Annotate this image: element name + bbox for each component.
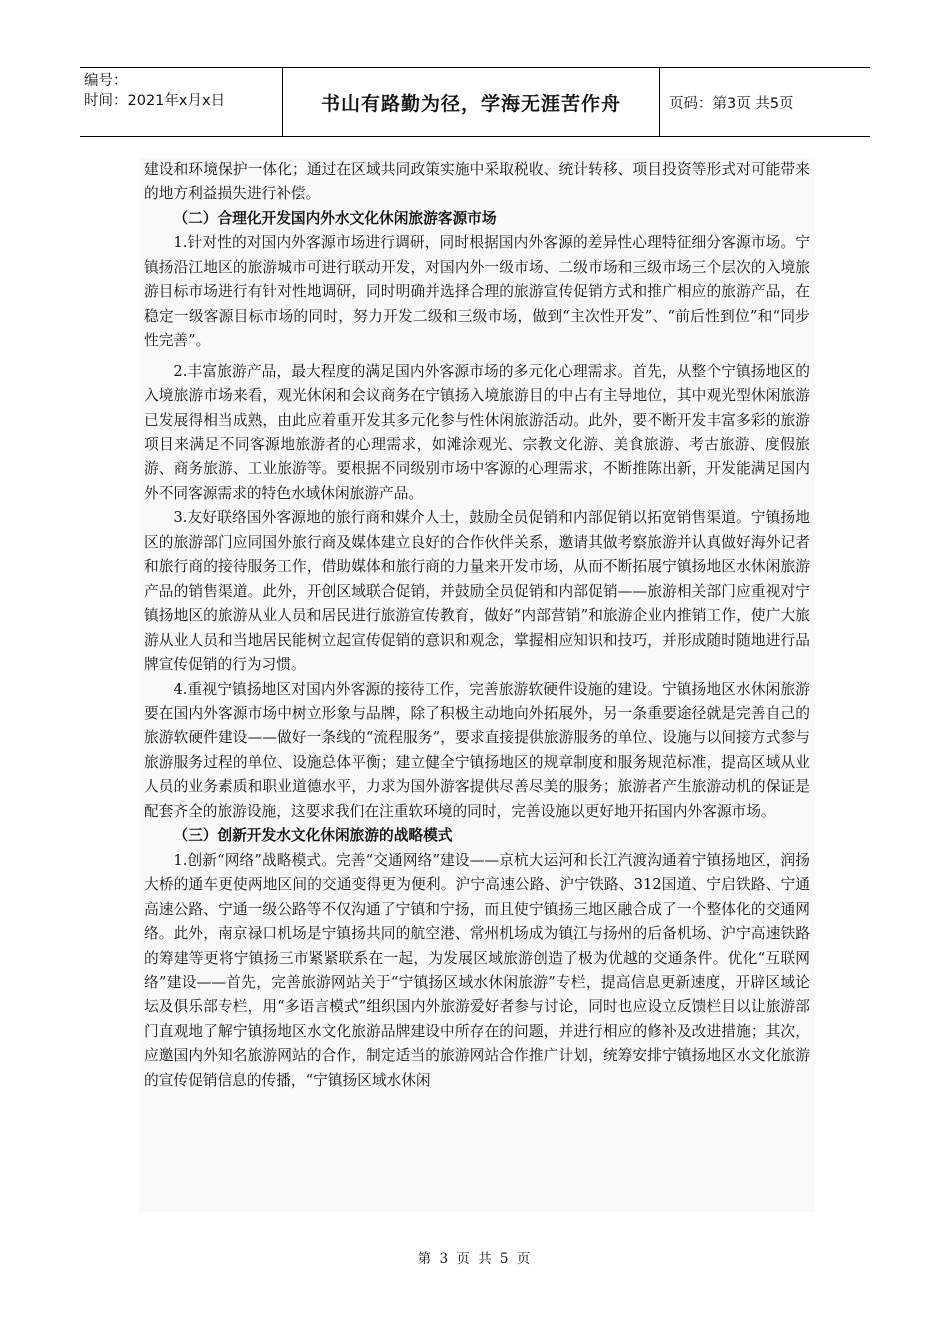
body-paragraph: 4.重视宁镇扬地区对国内外客源的接待工作，完善旅游软硬件设施的建设。宁镇扬地区水休闲旅游要在国内外客源市场中树立形象与品牌，除了积极主动地向外拓展外，另一条重要途径就是完善自己的旅游软硬件建设——做好一条线的“流程服务”，要求直接提供旅游服务的单位、设施与以间接方式参与旅游服务过程的单位、设施总体平衡；建立健全宁镇扬地区的规章制度和服务规范标准，提高区域从业人员的业务素质和职业道德水平，力求为国外游客提供尽善尽美的服务；旅游者产生旅游动机的保证是配套齐全的旅游设施，这要求我们在注重软环境的同时，完善设施以更好地开拓国内外客源市场。: [144, 680, 810, 820]
header-meta: [80, 68, 283, 136]
page-footer: 第 3 页 共 5 页: [417, 1251, 533, 1267]
document-number-label: 编号：: [84, 73, 128, 89]
body-paragraph: 1.针对性的对国内外客源市场进行调研，同时根据国内外客源的差异性心理特征细分客源市场。宁镇扬沿江地区的旅游城市可进行联动开发，对国内外一级市场、二级市场和三级市场三个层次的入境旅游目标市场进行有针对性地调研，同时明确并选择合理的旅游宣传促销方式和推广相应的旅游产品，在稳定一级客源目标市场的同时，努力开发二级和三级市场，做到“主次性开发”、“前后性到位”和“同步性完善”。: [144, 234, 810, 350]
body-paragraph: 2.丰富旅游产品，最大程度的满足国内外客源市场的多元化心理需求。首先，从整个宁镇扬地区的入境旅游市场来看，观光休闲和会议商务在宁镇扬入境旅游目的中占有主导地位，其中观光型休闲旅游已发展得相当成熟，由此应着重开发其多元化参与性休闲旅游活动。此外，要不断开发丰富多彩的旅游项目来满足不同客源地旅游者的心理需求，如滩涂观光、宗教文化游、美食旅游、考古旅游、度假旅游、商务旅游、工业旅游等。要根据不同级别市场中客源的心理需求，不断推陈出新，开发能满足国内外不同客源需求的特色水域休闲旅游产品。: [144, 362, 810, 502]
body-paragraph: 建设和环境保护一体化；通过在区域共同政策实施中采取税收、统计转移、项目投资等形式对可能带来的地方利益损失进行补偿。: [144, 161, 810, 203]
header-motto: 书山有路勤为径，学海无涯苦作舟: [320, 92, 621, 115]
header-motto-cell: [283, 68, 660, 136]
body-paragraph: 1.创新“网络”战略模式。完善“交通网络”建设——京杭大运河和长江汽渡沟通着宁镇扬地区，润扬大桥的通车更使两地区间的交通变得更为便利。沪宁高速公路、沪宁铁路、312国道、宁启铁路、宁通高速公路、宁通一级公路等不仅沟通了宁镇和宁扬，而且使宁镇扬三地区融合成了一个整体化的交通网络。此外，南京禄口机场是宁镇扬共同的航空港、常州机场成为镇江与扬州的后备机场、沪宁高速铁路的筹建等更将宁镇扬三市紧紧联系在一起，为发展区域旅游创造了极为优越的交通条件。优化“互联网络”建设——首先，完善旅游网站关于“宁镇扬区域水休闲旅游”专栏，提高信息更新速度，开辟区域论坛及俱乐部专栏，用“多语言模式”组织国内外旅游爱好者参与讨论，同时也应设立反馈栏目以让旅游部门直观地了解宁镇扬地区水文化旅游品牌建设中所存在的问题，并进行相应的修补及改进措施；其次，应邀国内外知名旅游网站的合作，制定适当的旅游网站合作推广计划，统筹安排宁镇扬地区水文化旅游的宣传促销信息的传播，“宁镇扬区域水休闲: [144, 851, 810, 1089]
header-page-info: 页码：第3页 共5页: [669, 95, 794, 112]
page-header: [80, 67, 870, 137]
section-heading: （三）创新开发水文化休闲旅游的战略模式: [173, 827, 453, 845]
body-paragraph: 3.友好联络国外客源地的旅行商和媒介人士，鼓励全员促销和内部促销以拓宽销售渠道。宁镇扬地区的旅游部门应同国外旅行商及媒体建立良好的合作伙伴关系，邀请其做考察旅游并认真做好海外记者和旅行商的接待服务工作，借助媒体和旅行商的力量来开发市场，从而不断拓展宁镇扬地区水休闲旅游产品的销售渠道。此外，开创区域联合促销，并鼓励全员促销和内部促销——旅游相关部门应重视对宁镇扬地区的旅游从业人员和居民进行旅游宣传教育，做好“内部营销”和旅游企业内推销工作，使广大旅游从业人员和当地居民能树立起宣传促销的意识和观念，掌握相应知识和技巧，并形成随时随地进行品牌宣传促销的行为习惯。: [144, 509, 810, 674]
section-heading: （二）合理化开发国内外水文化休闲旅游客源市场: [173, 209, 497, 227]
document-time-label: 时间：2021年x月x日: [84, 93, 226, 109]
document-body: [144, 158, 810, 1093]
